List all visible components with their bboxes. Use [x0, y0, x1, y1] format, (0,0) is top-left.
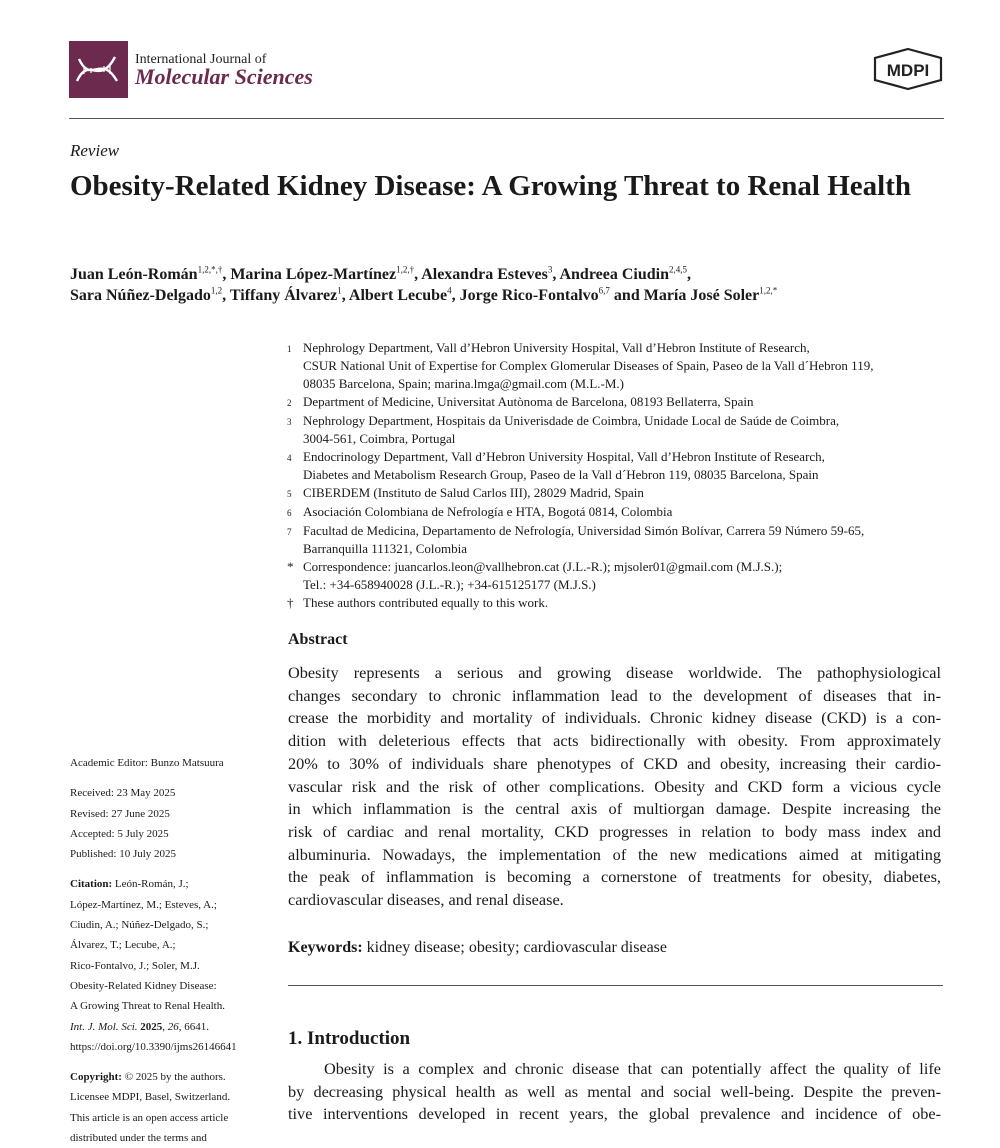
citation-label: Citation: [70, 878, 113, 891]
article-type: Review [70, 141, 120, 160]
text-line: risk of cardiac and renal mortality, CKD progresses in relation to body mass index and [288, 821, 941, 841]
copyright-label: Copyright: [70, 1071, 122, 1084]
article-title: Obesity-Related Kidney Disease: A Growing Threat to Renal Health [70, 170, 911, 202]
author-affiliation: 6,7 [598, 285, 610, 296]
affiliation-line: Facultad de Medicina, Departamento de Nefrología, Universidad Simón Bolívar, Carrera 59 Número 59-65, [303, 523, 865, 538]
affiliation-item [287, 594, 947, 612]
affiliation-item [287, 558, 947, 594]
affiliation-text [303, 503, 672, 522]
citation-line: A Growing Threat to Renal Health. [70, 1000, 225, 1013]
affiliation-line: Correspondence: juancarlos.leon@vallhebron.cat (J.L.-R.); mjsoler01@gmail.com (M.J.S.); [303, 559, 783, 574]
author-affiliation: 2,4,5 [668, 264, 687, 275]
affiliation-text [303, 448, 825, 484]
affiliation-text [303, 594, 548, 612]
keywords [288, 939, 667, 957]
copyright-line: © 2025 by the authors. [124, 1071, 226, 1084]
text-line: crease the morbidity and mortality of individuals. Chronic kidney disease (CKD) is a con- [288, 708, 941, 728]
affiliation-item [287, 448, 947, 484]
journal-name-line1: International Journal of [135, 52, 267, 67]
abstract-heading: Abstract [288, 631, 348, 648]
affiliation-line: Asociación Colombiana de Nefrología e HTA, Bogotá 0814, Colombia [303, 504, 673, 519]
affiliation-line: Diabetes and Metabolism Research Group, Paseo de la Vall d´Hebron 119, 08035 Barcelona, Spain [303, 467, 819, 482]
affiliation-line: CIBERDEM (Instituto de Salud Carlos III), 28029 Madrid, Spain [303, 485, 644, 500]
text-line: Obesity is a complex and chronic disease that can potentially affect the quality of life [324, 1059, 941, 1078]
text-line: 20% to 30% of individuals share phenotypes of CKD and obesity, increasing their cardio- [288, 753, 941, 773]
copyright-line: Licensee MDPI, Basel, Switzerland. [70, 1091, 231, 1104]
authors-conjunction: and [613, 287, 640, 304]
affiliation-line: Department of Medicine, Universitat Autònoma de Barcelona, 08193 Bellaterra, Spain [303, 394, 754, 409]
introduction-body [288, 1058, 941, 1126]
citation-block: Citation: León-Román, J.; López-Martínez, M.; Esteves, A.; Ciudin, A.; Núñez-Delgado, S.; Álvarez, T.; Lecube, A.; Rico-Fontalvo, J.; Soler, M.J. Obesity-Related Kidney Disease: A Growing Threat to Renal Health. Int. J. Mol. Sci. 2025, 26, 6641. https://doi.org/10.3390/ijms26146641 [70, 878, 237, 1053]
journal-logo-icon [69, 41, 128, 98]
affiliation-item [287, 412, 947, 448]
affiliation-mark: 2 [287, 398, 292, 408]
affiliation-text [303, 393, 754, 412]
affiliation-line: 08035 Barcelona, Spain; marina.lmga@gmail.com (M.L.-M.) [303, 376, 625, 391]
affiliation-text [303, 522, 864, 558]
citation-line: Ciudin, A.; Núñez-Delgado, S.; [70, 919, 209, 932]
copyright-line: This article is an open access article [70, 1111, 229, 1124]
citation-doi-link[interactable]: https://doi.org/10.3390/ijms26146641 [70, 1040, 237, 1053]
abstract-divider [288, 985, 943, 986]
text-line: Obesity represents a serious and growing disease worldwide. The pathophysiological [288, 663, 941, 682]
affiliation-item [287, 339, 947, 393]
text-line: vascular risk and the risk of other complications. Obesity and CKD form a vicious cycle [288, 776, 941, 796]
author-name: Albert Lecube [348, 287, 448, 304]
revised-date: Revised: 27 June 2025 [70, 807, 170, 820]
citation-journal: Int. J. Mol. Sci. [70, 1020, 138, 1033]
affiliation-text [303, 339, 873, 393]
affiliation-line: 3004-561, Coimbra, Portugal [303, 431, 456, 446]
affiliation-mark: † [287, 595, 294, 610]
affiliation-mark: * [287, 559, 294, 574]
publisher-logo [872, 47, 944, 91]
text-line: by decreasing physical health as well as mental and social well-being. Despite the preven- [288, 1081, 941, 1101]
author-name: Sara Núñez-Delgado [70, 287, 211, 304]
copyright-line: distributed under the terms and [70, 1132, 207, 1145]
publisher-name: MDPI [886, 61, 930, 80]
affiliation-mark: 1 [287, 344, 292, 354]
citation-line: López-Martínez, M.; Esteves, A.; [70, 898, 217, 911]
affiliation-mark: 7 [287, 527, 292, 537]
affiliation-line: Nephrology Department, Hospitais da Univerisdade de Coimbra, Unidade Local de Saúde de Coimbra, [303, 413, 840, 428]
received-date: Received: 23 May 2025 [70, 787, 176, 800]
author-name: Andreea Ciudin [559, 266, 669, 283]
affiliation-mark: 4 [287, 453, 292, 463]
author-name: Marina López-Martínez [230, 266, 397, 283]
author-affiliation: 4 [447, 285, 452, 296]
affiliation-item [287, 393, 947, 412]
affiliation-text [303, 558, 782, 594]
copyright-block [70, 1067, 270, 1148]
text-line: tive interventions developed in recent years, the global prevalence and incidence of obe- [288, 1104, 941, 1124]
academic-editor: Academic Editor: Bunzo Matsuura [70, 757, 224, 769]
author-affiliation: 1,2 [210, 285, 223, 296]
affiliation-list [287, 339, 947, 612]
citation-volume: 26 [167, 1020, 179, 1033]
text-line: dition with deleterious effects that acts bidirectionally with obesity. From approximately [288, 731, 941, 751]
article-sidebar [70, 753, 270, 1148]
author-affiliation: 1,2,† [396, 264, 415, 275]
author-affiliation: 1 [337, 285, 342, 296]
affiliation-line: Barranquilla 111321, Colombia [303, 541, 468, 556]
citation-page: 6641. [184, 1020, 210, 1033]
affiliation-line: Tel.: +34-658940028 (J.L.-R.); +34-615125177 (M.J.S.) [303, 577, 596, 592]
journal-name-line2: Molecular Sciences [135, 64, 313, 89]
accepted-date: Accepted: 5 July 2025 [70, 827, 169, 840]
affiliation-mark: 3 [287, 417, 292, 427]
author-name: María José Soler [643, 287, 760, 304]
author-affiliation: 1,2,*,† [197, 264, 223, 275]
text-line: cardiovascular diseases, and renal disease. [288, 890, 564, 910]
keywords-label: Keywords: [288, 939, 363, 956]
keywords-value: kidney disease; obesity; cardiovascular disease [366, 939, 667, 956]
citation-line: Rico-Fontalvo, J.; Soler, M.J. [70, 959, 200, 972]
affiliation-mark: 6 [287, 508, 292, 518]
affiliation-text [303, 412, 839, 448]
author-affiliation: 3 [547, 264, 553, 275]
author-name: Alexandra Esteves [421, 266, 548, 283]
section-heading-introduction: 1. Introduction [288, 1028, 411, 1049]
citation-line: León-Román, J.; [114, 878, 189, 891]
affiliation-line: Nephrology Department, Vall d’Hebron University Hospital, Vall d’Hebron Institute of Research, [303, 340, 810, 355]
affiliation-line: Endocrinology Department, Vall d’Hebron University Hospital, Vall d’Hebron Institute of Research, [303, 449, 825, 464]
affiliation-item [287, 484, 947, 503]
author-name: Tiffany Álvarez [229, 287, 338, 304]
affiliation-item [287, 522, 947, 558]
text-line: albuminuria. Nowadays, the implementation of the new medications aimed at mitigating [288, 844, 941, 864]
affiliation-line: These authors contributed equally to this work. [303, 595, 549, 610]
citation-year: 2025 [140, 1020, 163, 1033]
citation-line: Álvarez, T.; Lecube, A.; [70, 939, 176, 952]
abstract-body [288, 662, 941, 912]
affiliation-mark: 5 [287, 489, 292, 499]
text-line: changes secondary to chronic inflammation lead to the development of diseases that in- [288, 685, 941, 705]
author-name: Juan León-Román [70, 266, 198, 283]
affiliation-text [303, 484, 644, 503]
text-line: in which inflammation is the central axis of multiorgan damage. Despite increasing the [288, 799, 941, 819]
author-list: Juan León-Román$^{1,2,*,\dagger}$, Marina López-Martínez$^{1,2,\dagger}$, Alexandra Esteves$^3$, Andreea Ciudin$^{2,4,5}$, Sara Núñez-Delgado$^{1,2}$, Tiffany Álvarez$^1$, Albert Lecube$^4$, Jorge Rico-Fontalvo$^{6,7}$ and María José Soler$^{1,2,*}$ [70, 264, 778, 304]
header-divider [69, 118, 944, 119]
affiliation-line: CSUR National Unit of Expertise for Complex Glomerular Diseases of Spain, Paseo de la Vall d´Hebron 119, [303, 358, 874, 373]
affiliation-item [287, 503, 947, 522]
author-affiliation: 1,2,* [759, 285, 778, 296]
text-line: the peak of inflammation is becoming a cornerstone of treatments for obesity, diabetes, [288, 867, 941, 887]
citation-line: Obesity-Related Kidney Disease: [70, 979, 217, 992]
published-date: Published: 10 July 2025 [70, 848, 177, 861]
author-name: Jorge Rico-Fontalvo [459, 287, 599, 304]
